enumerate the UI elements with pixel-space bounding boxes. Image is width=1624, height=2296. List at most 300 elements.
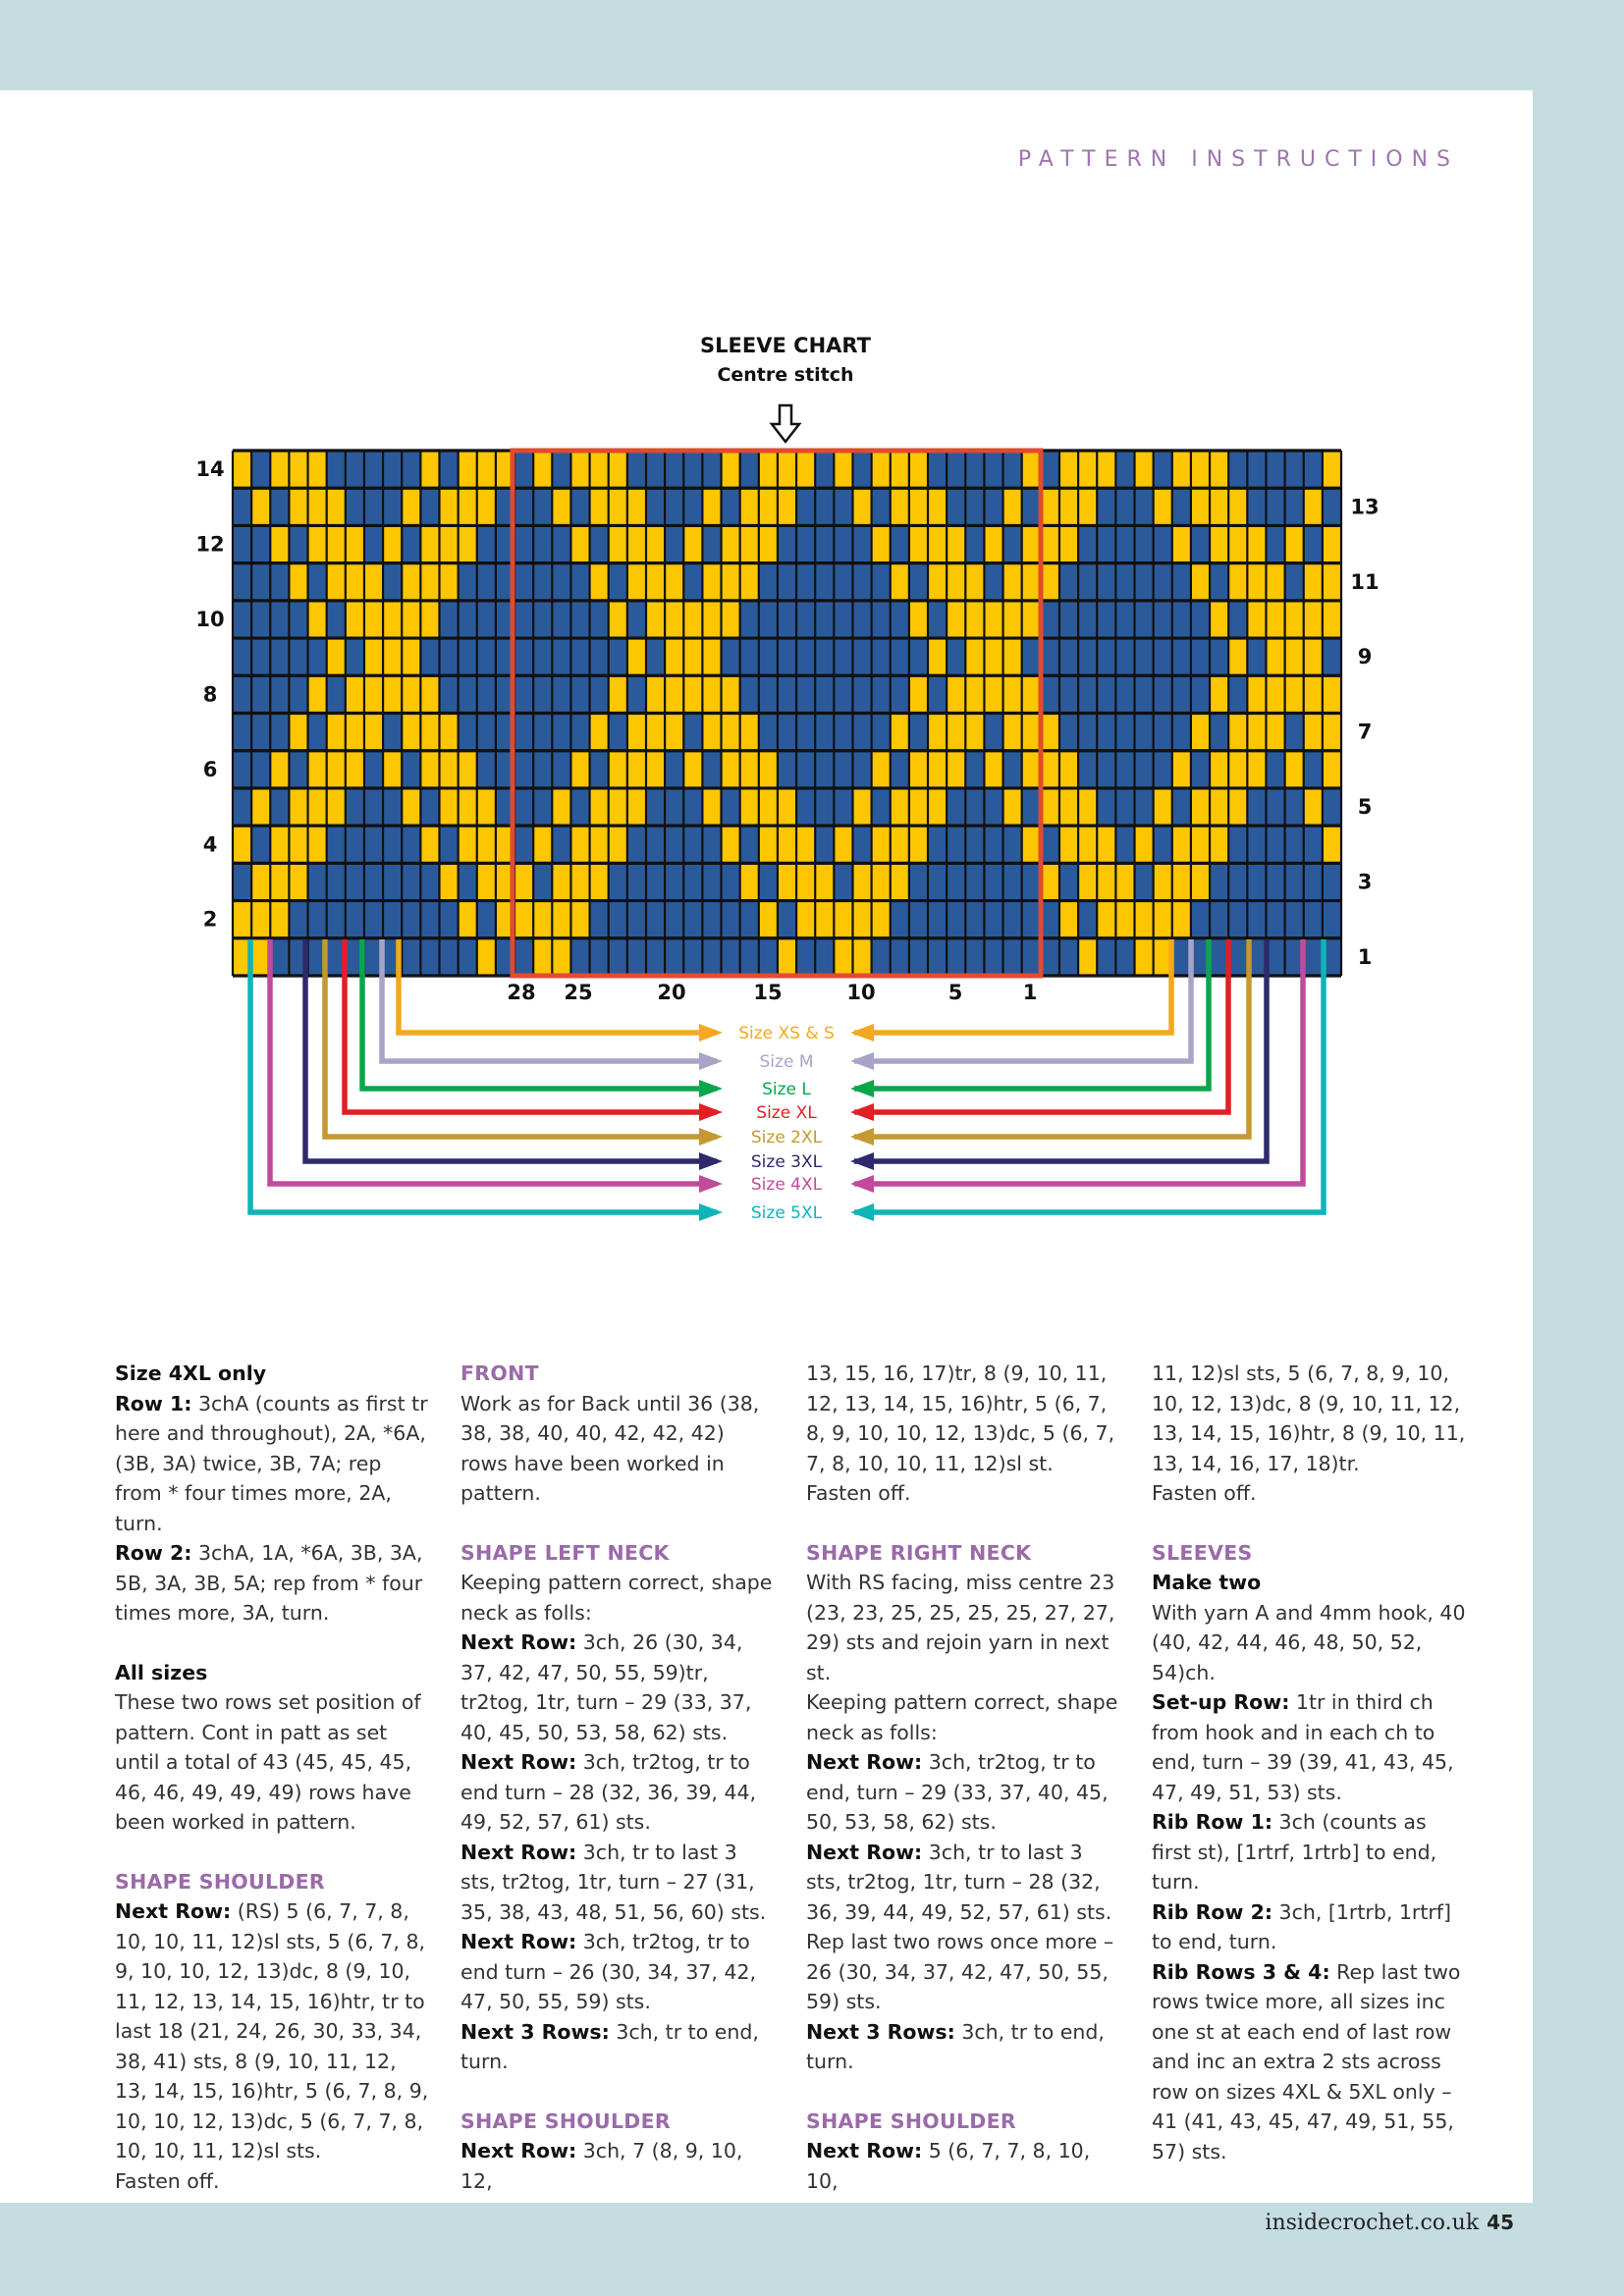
chart-cell-yellow	[233, 826, 251, 863]
chart-cell-yellow	[1285, 751, 1304, 788]
chart-cell-yellow	[477, 826, 496, 863]
instruction: Next Row: 3ch, tr to last 3 sts, tr2tog, 1tr, turn – 28 (32, 36, 39, 44, 49, 52, 57, 61) sts.	[806, 1840, 1112, 1924]
chart-title: SLEEVE CHART	[700, 334, 871, 357]
chart-cell-yellow	[590, 488, 609, 525]
chart-cell-yellow	[1210, 788, 1228, 826]
chart-cell-yellow	[420, 826, 439, 863]
chart-cell-yellow	[402, 675, 420, 713]
chart-cell-yellow	[759, 525, 778, 562]
chart-cell-yellow	[420, 675, 439, 713]
chart-cell-yellow	[722, 563, 740, 601]
chart-cell-yellow	[909, 788, 928, 826]
chart-cell-yellow	[289, 863, 307, 900]
size-label: Size XS & S	[738, 1024, 835, 1043]
chart-cell-yellow	[590, 451, 609, 488]
chart-cell-yellow	[609, 525, 627, 562]
chart-cell-yellow	[402, 714, 420, 751]
chart-cell-yellow	[834, 901, 852, 938]
chart-cell-yellow	[928, 714, 947, 751]
chart-cell-yellow	[928, 563, 947, 601]
chart-cell-yellow	[1247, 675, 1266, 713]
chart-cell-yellow	[984, 525, 1002, 562]
chart-cell-yellow	[965, 714, 984, 751]
chart-cell-yellow	[1003, 788, 1022, 826]
chart-cell-yellow	[251, 488, 270, 525]
paragraph: Fasten off.	[115, 2168, 220, 2193]
size-label: Size XL	[756, 1103, 817, 1123]
chart-cell-yellow	[1228, 714, 1247, 751]
chart-cell-yellow	[533, 826, 552, 863]
stitch-label: 1	[1022, 981, 1038, 1004]
chart-cell-yellow	[533, 901, 552, 938]
chart-cell-yellow	[552, 863, 570, 900]
chart-cell-yellow	[308, 525, 327, 562]
chart-cell-yellow	[570, 451, 589, 488]
chart-cell-yellow	[1191, 451, 1210, 488]
chart-cell-yellow	[740, 488, 759, 525]
chart-cell-yellow	[1022, 601, 1041, 638]
chart-cell-yellow	[1115, 901, 1134, 938]
chart-cell-yellow	[984, 601, 1002, 638]
chart-cell-yellow	[514, 901, 533, 938]
chart-cell-yellow	[1228, 638, 1247, 675]
chart-cell-yellow	[928, 788, 947, 826]
chart-cell-yellow	[1059, 901, 1078, 938]
chart-cell-yellow	[852, 901, 871, 938]
chart-cell-yellow	[1003, 675, 1022, 713]
paragraph: Keeping pattern correct, shape neck as folls:	[460, 1571, 773, 1625]
chart-cell-yellow	[646, 525, 665, 562]
chart-cell-yellow	[1304, 601, 1323, 638]
chart-cell-yellow	[439, 563, 458, 601]
chart-cell-yellow	[609, 788, 627, 826]
chart-cell-yellow	[1323, 451, 1341, 488]
chart-cell-yellow	[609, 601, 627, 638]
chart-cell-yellow	[327, 488, 346, 525]
chart-cell-yellow	[308, 826, 327, 863]
chart-cell-yellow	[1041, 563, 1059, 601]
text-column-1	[115, 1359, 429, 2196]
chart-cell-yellow	[1059, 525, 1078, 562]
chart-cell-yellow	[1003, 563, 1022, 601]
size-arrowhead-left	[699, 1103, 723, 1121]
text-column-4	[1152, 1359, 1466, 2166]
pattern-text-columns	[115, 1359, 1466, 2193]
chart-cell-yellow	[1323, 525, 1341, 562]
size-label: Size 4XL	[750, 1175, 823, 1195]
chart-cell-yellow	[1022, 714, 1041, 751]
section-header: PATTERN INSTRUCTIONS	[1017, 147, 1459, 172]
chart-cell-yellow	[552, 788, 570, 826]
chart-cell-yellow	[1285, 675, 1304, 713]
instruction: Next Row: 3ch, tr2tog, tr to end, turn – 29 (33, 37, 40, 45, 50, 53, 58, 62) sts.	[806, 1750, 1109, 1834]
paragraph: Fasten off.	[1152, 1481, 1257, 1505]
chart-cell-yellow	[477, 451, 496, 488]
instruction: Row 1: 3chA (counts as first tr here and throughout), 2A, *6A, (3B, 3A) twice, 3B, 7A; rep from * four times more, 2A, turn.	[115, 1391, 428, 1535]
chart-cell-yellow	[1154, 863, 1172, 900]
chart-cell-yellow	[683, 638, 702, 675]
chart-cell-yellow	[327, 638, 346, 675]
chart-cell-yellow	[834, 938, 852, 976]
paragraph: Rep last two rows once more – 26 (30, 34, 37, 42, 47, 50, 55, 59) sts.	[806, 1930, 1114, 2013]
chart-cell-yellow	[590, 826, 609, 863]
chart-cell-yellow	[1041, 863, 1059, 900]
chart-cell-yellow	[1059, 788, 1078, 826]
chart-cell-yellow	[570, 863, 589, 900]
instruction: Rib Rows 3 & 4: Rep last two rows twice more, all sizes inc one st at each end of last row and inc an extra 2 sts across row on sizes 4XL & 5XL only – 41 (41, 43, 45, 47, 49, 51, 55, 57) sts.	[1152, 1959, 1461, 2163]
chart-cell-yellow	[1078, 788, 1097, 826]
chart-cell-yellow	[1003, 601, 1022, 638]
chart-cell-yellow	[984, 675, 1002, 713]
chart-cell-yellow	[872, 826, 891, 863]
chart-cell-yellow	[346, 601, 364, 638]
chart-cell-yellow	[627, 788, 646, 826]
chart-cell-yellow	[533, 451, 552, 488]
chart-cell-yellow	[759, 901, 778, 938]
chart-cell-yellow	[1285, 601, 1304, 638]
stitch-label: 10	[846, 981, 876, 1004]
chart-cell-yellow	[702, 601, 721, 638]
chart-cell-yellow	[872, 863, 891, 900]
chart-cell-yellow	[891, 863, 909, 900]
instruction: Set-up Row: 1tr in third ch from hook and in each ch to end, turn – 39 (39, 41, 43, 45, 47, 49, 51, 53) sts.	[1152, 1690, 1454, 1804]
chart-subtitle: Centre stitch	[717, 364, 854, 386]
chart-cell-yellow	[872, 451, 891, 488]
chart-cell-yellow	[346, 714, 364, 751]
chart-cell-yellow	[1154, 901, 1172, 938]
chart-cell-yellow	[984, 751, 1002, 788]
chart-cell-yellow	[646, 675, 665, 713]
instruction: Next Row: 3ch, 26 (30, 34, 37, 42, 47, 50, 55, 59)tr, tr2tog, 1tr, turn – 29 (33, 37, 40, 45, 50, 53, 58, 62) sts.	[460, 1630, 752, 1744]
row-label-left: 4	[202, 832, 218, 857]
chart-cell-yellow	[1059, 826, 1078, 863]
chart-cell-yellow	[533, 938, 552, 976]
chart-cell-yellow	[346, 525, 364, 562]
chart-cell-yellow	[233, 451, 251, 488]
chart-cell-yellow	[402, 788, 420, 826]
chart-cell-yellow	[1172, 525, 1191, 562]
chart-cell-yellow	[1059, 451, 1078, 488]
paragraph: Keeping pattern correct, shape neck as folls:	[806, 1690, 1118, 1744]
chart-cell-yellow	[570, 525, 589, 562]
chart-cell-yellow	[364, 563, 383, 601]
row-label-left: 8	[202, 682, 218, 707]
chart-cell-yellow	[1154, 488, 1172, 525]
row-label-right: 13	[1350, 495, 1380, 519]
chart-cell-yellow	[796, 863, 815, 900]
chart-cell-yellow	[665, 563, 683, 601]
chart-cell-yellow	[984, 638, 1002, 675]
chart-cell-yellow	[1285, 525, 1304, 562]
chart-cell-yellow	[646, 714, 665, 751]
chart-cell-yellow	[1304, 714, 1323, 751]
chart-cell-yellow	[1247, 601, 1266, 638]
chart-cell-yellow	[815, 863, 834, 900]
chart-cell-yellow	[327, 714, 346, 751]
chart-cell-yellow	[1078, 826, 1097, 863]
stitch-label: 20	[657, 981, 686, 1004]
chart-cell-yellow	[909, 601, 928, 638]
chart-cell-yellow	[270, 525, 289, 562]
chart-cell-yellow	[459, 751, 477, 788]
chart-cell-yellow	[872, 751, 891, 788]
chart-cell-yellow	[459, 451, 477, 488]
chart-cell-yellow	[778, 788, 796, 826]
chart-cell-yellow	[1266, 714, 1284, 751]
chart-cell-yellow	[439, 714, 458, 751]
chart-cell-yellow	[1228, 563, 1247, 601]
chart-cell-yellow	[947, 675, 965, 713]
chart-cell-yellow	[420, 714, 439, 751]
chart-cell-yellow	[590, 788, 609, 826]
instruction: Next Row: (RS) 5 (6, 7, 7, 8, 10, 10, 11, 12)sl sts, 5 (6, 7, 8, 9, 10, 10, 12, 13)dc, 8 (9, 10, 11, 12, 13, 14, 15, 16)htr, tr to last 18 (21, 24, 26, 30, 33, 34, 38, 41) sts, 8 (9, 10, 11, 12, 13, 14, 15, 16)htr, 5 (6, 7, 8, 9, 10, 10, 12, 13)dc, 5 (6, 7, 7, 8, 10, 10, 11, 12)sl sts.	[115, 1899, 429, 2163]
chart-cell-yellow	[1191, 863, 1210, 900]
chart-cell-yellow	[346, 675, 364, 713]
chart-cell-yellow	[759, 788, 778, 826]
paragraph: These two rows set position of pattern. Cont in patt as set until a total of 43 (45, 45, 45, 46, 46, 49, 49, 49) rows have been worked in pattern.	[115, 1690, 421, 1834]
row-label-left: 12	[195, 532, 225, 557]
chart-cell-yellow	[891, 788, 909, 826]
chart-cell-yellow	[1172, 451, 1191, 488]
chart-cell-yellow	[965, 638, 984, 675]
chart-cell-yellow	[1135, 826, 1154, 863]
chart-cell-yellow	[965, 675, 984, 713]
chart-cell-yellow	[834, 451, 852, 488]
centre-stitch-arrow	[772, 405, 799, 442]
chart-cell-yellow	[402, 563, 420, 601]
chart-cell-yellow	[740, 788, 759, 826]
chart-cell-yellow	[308, 675, 327, 713]
chart-cell-yellow	[364, 675, 383, 713]
row-label-left: 10	[195, 607, 225, 631]
chart-cell-yellow	[477, 863, 496, 900]
text-column-2	[460, 1359, 775, 2196]
chart-cell-yellow	[1022, 525, 1041, 562]
chart-cell-yellow	[627, 751, 646, 788]
chart-cell-yellow	[346, 563, 364, 601]
chart-cell-yellow	[1323, 563, 1341, 601]
instruction: Row 2: 3chA, 1A, *6A, 3B, 3A, 5B, 3A, 3B, 5A; rep from * four times more, 3A, turn.	[115, 1541, 423, 1625]
size-arrowhead-right	[850, 1052, 874, 1070]
chart-cell-yellow	[702, 714, 721, 751]
chart-cell-yellow	[947, 563, 965, 601]
chart-cell-yellow	[928, 525, 947, 562]
chart-cell-yellow	[891, 451, 909, 488]
page-number: 45	[1487, 2211, 1514, 2234]
stitch-label: 25	[564, 981, 593, 1004]
chart-cell-yellow	[251, 901, 270, 938]
chart-cell-yellow	[740, 525, 759, 562]
chart-cell-yellow	[834, 826, 852, 863]
chart-cell-yellow	[665, 714, 683, 751]
chart-cell-yellow	[383, 601, 402, 638]
chart-cell-yellow	[1135, 901, 1154, 938]
chart-cell-yellow	[665, 601, 683, 638]
instruction: Next Row: 5 (6, 7, 7, 8, 10, 10,	[806, 2139, 1091, 2193]
chart-cell-yellow	[909, 826, 928, 863]
website: insidecrochet.co.uk	[1265, 2211, 1480, 2235]
chart-cell-yellow	[722, 675, 740, 713]
chart-cell-yellow	[1078, 938, 1097, 976]
chart-cell-yellow	[646, 601, 665, 638]
chart-cell-yellow	[627, 488, 646, 525]
paragraph: With RS facing, miss centre 23 (23, 23, 25, 25, 25, 25, 27, 27, 29) sts and rejoin yarn in next st.	[806, 1571, 1115, 1684]
instruction: Rib Row 2: 3ch, [1rtrb, 1rtrf] to end, turn.	[1152, 1899, 1452, 1953]
chart-cell-yellow	[1078, 451, 1097, 488]
page-footer	[1265, 2211, 1514, 2235]
section-heading: SHAPE SHOULDER	[460, 2109, 672, 2133]
chart-cell-yellow	[627, 638, 646, 675]
instruction: Rib Row 1: 3ch (counts as first st), [1rtrf, 1rtrb] to end, turn.	[1152, 1810, 1437, 1894]
chart-cell-yellow	[965, 563, 984, 601]
chart-cell-yellow	[722, 451, 740, 488]
chart-cell-yellow	[270, 451, 289, 488]
chart-cell-yellow	[570, 751, 589, 788]
chart-cell-yellow	[759, 826, 778, 863]
chart-cell-yellow	[683, 675, 702, 713]
size-label: Size 5XL	[750, 1203, 823, 1223]
chart-cell-yellow	[1191, 488, 1210, 525]
chart-cell-yellow	[1022, 826, 1041, 863]
chart-cell-yellow	[965, 601, 984, 638]
chart-cell-yellow	[1154, 788, 1172, 826]
chart-cell-yellow	[909, 751, 928, 788]
size-arrowhead-right	[850, 1024, 874, 1041]
chart-cell-yellow	[1266, 601, 1284, 638]
chart-cell-yellow	[1022, 451, 1041, 488]
chart-cell-yellow	[759, 751, 778, 788]
chart-cell-yellow	[1304, 563, 1323, 601]
section-heading: SHAPE SHOULDER	[115, 1869, 326, 1894]
chart-cell-yellow	[477, 488, 496, 525]
size-arrowhead-left	[699, 1175, 723, 1193]
subheading: Make two	[1152, 1571, 1262, 1594]
section-heading: FRONT	[460, 1362, 539, 1385]
chart-cell-yellow	[1022, 563, 1041, 601]
stitch-label: 28	[507, 981, 536, 1004]
chart-cell-yellow	[740, 714, 759, 751]
chart-cell-yellow	[947, 525, 965, 562]
chart-cell-yellow	[1304, 488, 1323, 525]
chart-cell-yellow	[420, 563, 439, 601]
chart-cell-yellow	[270, 901, 289, 938]
chart-cell-yellow	[1172, 901, 1191, 938]
chart-cell-yellow	[308, 751, 327, 788]
chart-cell-yellow	[1266, 563, 1284, 601]
chart-cell-yellow	[1172, 863, 1191, 900]
chart-cell-yellow	[1172, 826, 1191, 863]
stitch-label: 5	[947, 981, 963, 1004]
chart-cell-yellow	[289, 451, 307, 488]
chart-cell-yellow	[891, 563, 909, 601]
chart-cell-yellow	[514, 863, 533, 900]
chart-cell-yellow	[308, 451, 327, 488]
chart-cell-yellow	[722, 714, 740, 751]
chart-cell-yellow	[872, 901, 891, 938]
chart-cell-yellow	[1210, 675, 1228, 713]
chart-cell-yellow	[1323, 751, 1341, 788]
chart-cell-yellow	[1228, 751, 1247, 788]
chart-cell-yellow	[1191, 563, 1210, 601]
chart-cell-yellow	[1266, 675, 1284, 713]
size-label: Size 3XL	[750, 1152, 823, 1172]
chart-cell-yellow	[420, 601, 439, 638]
chart-cell-yellow	[346, 751, 364, 788]
chart-cell-yellow	[327, 525, 346, 562]
stitch-label: 15	[753, 981, 783, 1004]
chart-cell-yellow	[1041, 488, 1059, 525]
section-heading: Size 4XL only	[115, 1362, 267, 1385]
row-label-right: 9	[1357, 645, 1373, 669]
chart-cell-yellow	[459, 901, 477, 938]
chart-cell-yellow	[1003, 488, 1022, 525]
chart-cell-yellow	[590, 714, 609, 751]
chart-cell-yellow	[383, 638, 402, 675]
chart-cell-yellow	[420, 525, 439, 562]
paragraph: Work as for Back until 36 (38, 38, 38, 40, 40, 42, 42, 42) rows have been worked in pattern.	[460, 1391, 760, 1505]
chart-cell-yellow	[609, 451, 627, 488]
size-line-left	[250, 939, 717, 1212]
chart-cell-yellow	[759, 488, 778, 525]
chart-cell-yellow	[909, 451, 928, 488]
chart-cell-yellow	[1041, 714, 1059, 751]
chart-cell-yellow	[609, 488, 627, 525]
chart-cell-yellow	[1285, 638, 1304, 675]
chart-cell-yellow	[1304, 788, 1323, 826]
chart-cell-yellow	[778, 451, 796, 488]
chart-cell-yellow	[796, 451, 815, 488]
chart-cell-yellow	[251, 788, 270, 826]
chart-cell-yellow	[1323, 675, 1341, 713]
chart-cell-yellow	[627, 714, 646, 751]
chart-cell-yellow	[477, 788, 496, 826]
chart-cell-yellow	[570, 826, 589, 863]
size-arrowhead-right	[850, 1152, 874, 1170]
size-label: Size L	[762, 1080, 811, 1099]
chart-cell-yellow	[891, 826, 909, 863]
chart-cell-yellow	[590, 863, 609, 900]
chart-cell-yellow	[1228, 788, 1247, 826]
chart-cell-yellow	[683, 525, 702, 562]
row-label-right: 7	[1357, 720, 1373, 744]
chart-cell-yellow	[1191, 788, 1210, 826]
chart-cell-yellow	[420, 451, 439, 488]
chart-cell-yellow	[570, 901, 589, 938]
chart-cell-yellow	[1210, 525, 1228, 562]
chart-cell-yellow	[891, 714, 909, 751]
chart-cell-yellow	[627, 563, 646, 601]
chart-cell-yellow	[815, 901, 834, 938]
chart-cell-yellow	[722, 525, 740, 562]
chart-cell-yellow	[1266, 638, 1284, 675]
chart-cell-yellow	[552, 938, 570, 976]
chart-cell-yellow	[778, 826, 796, 863]
row-label-right: 1	[1357, 944, 1373, 969]
chart-cell-yellow	[402, 601, 420, 638]
chart-cell-yellow	[327, 751, 346, 788]
chart-cell-yellow	[1059, 751, 1078, 788]
chart-cell-yellow	[683, 601, 702, 638]
chart-cell-yellow	[459, 826, 477, 863]
chart-cell-yellow	[1097, 863, 1115, 900]
chart-cell-yellow	[383, 675, 402, 713]
chart-cell-yellow	[665, 638, 683, 675]
size-line-right	[854, 939, 1324, 1212]
chart-cell-yellow	[646, 563, 665, 601]
size-arrowhead-left	[699, 1152, 723, 1170]
chart-cell-yellow	[383, 751, 402, 788]
chart-cell-yellow	[439, 525, 458, 562]
